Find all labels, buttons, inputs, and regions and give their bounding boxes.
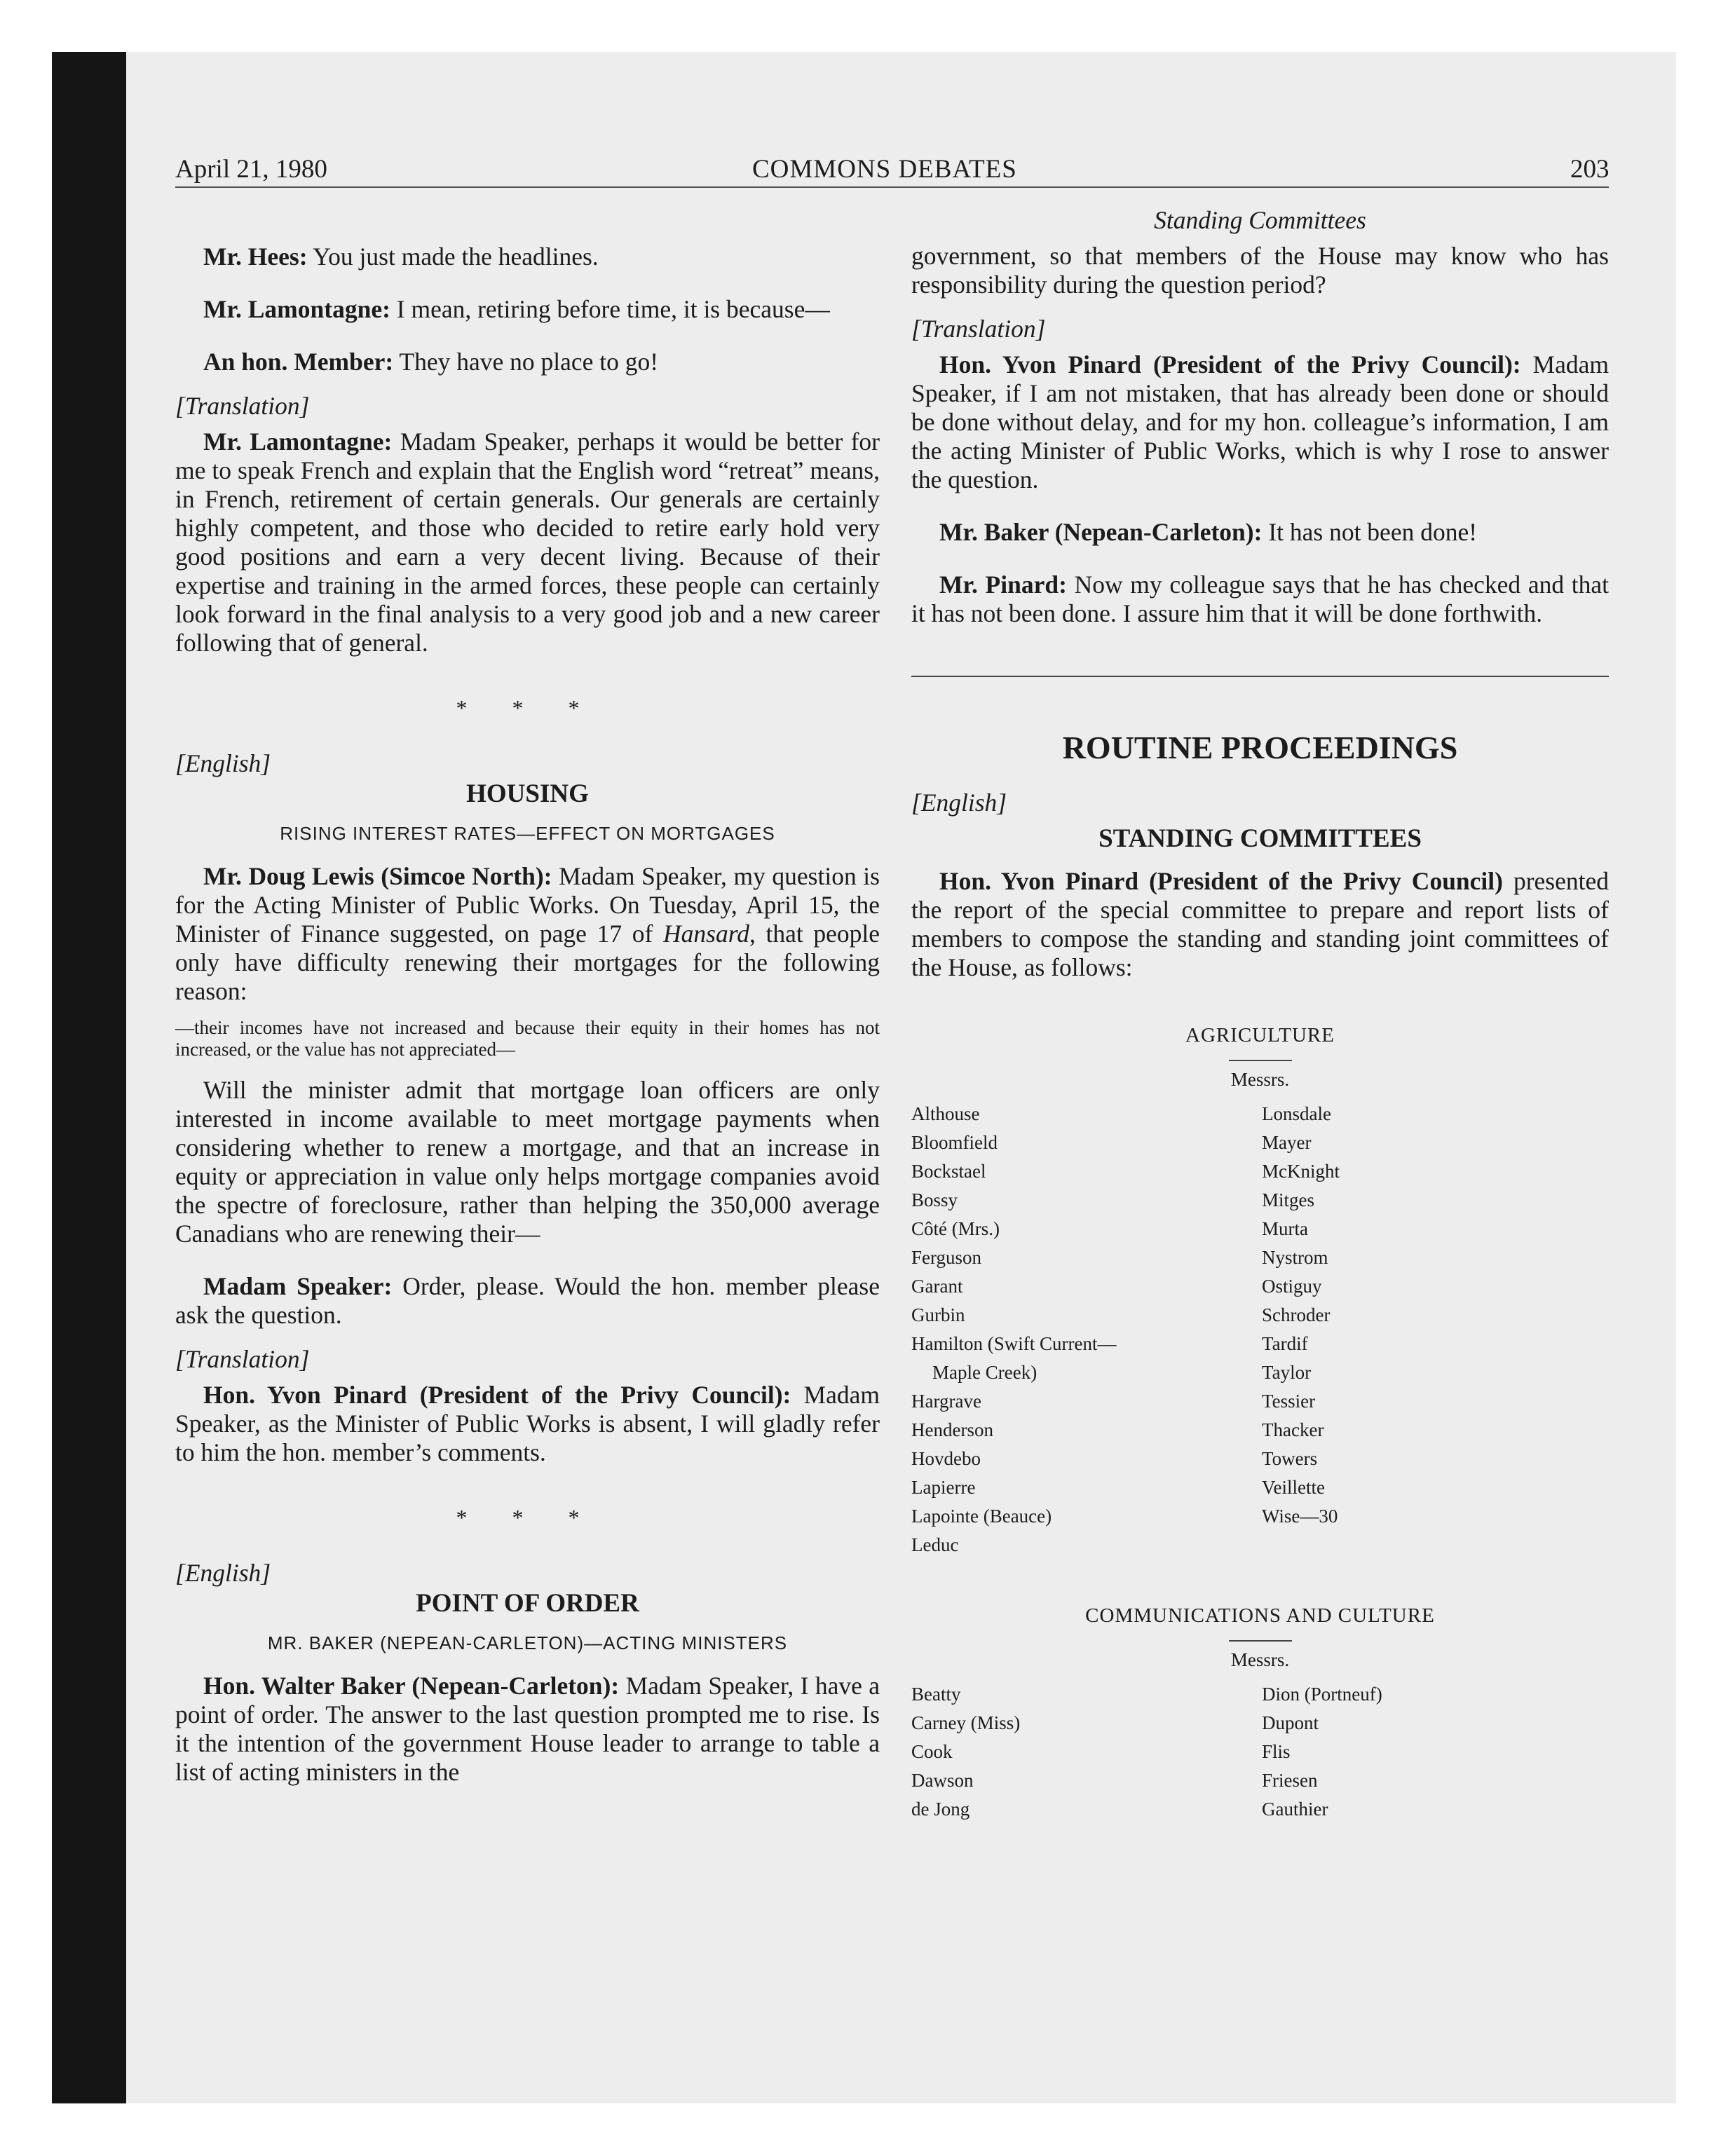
communications-members-right (1262, 1680, 1609, 1824)
speech-pinard-1: Hon. Yvon Pinard (President of the Privy Council): Madam Speaker, as the Minister of Public Works is absent, I will gladly refer to him the hon. member’s comments. (175, 1381, 880, 1466)
speech-baker-continued: government, so that members of the House may know who has responsibility during the question period? (911, 242, 1609, 299)
speech-doug-lewis: Mr. Doug Lewis (Simcoe North): Madam Speaker, my question is for the Acting Minister of Public Works. On Tuesday, April 15, the Minister of Finance suggested, on page 17 of Hansard, that people only have difficulty renewing their mortgages for the following reason: (175, 862, 880, 1005)
point-of-order-heading: POINT OF ORDER (416, 1589, 639, 1618)
member-name: Gurbin (911, 1304, 965, 1325)
member-name: Bossy (911, 1189, 958, 1210)
member-name: Tessier (1262, 1391, 1316, 1412)
member-name: Veillette (1262, 1477, 1325, 1498)
header-rule (175, 186, 1609, 188)
communications-committee-title: COMMUNICATIONS AND CULTURE (1085, 1604, 1435, 1627)
agriculture-committee-title: AGRICULTURE (1185, 1024, 1335, 1046)
right-column (911, 203, 1609, 1824)
left-column (175, 203, 880, 1787)
member-name: Lapierre (911, 1477, 976, 1498)
speech-pinard-2: Hon. Yvon Pinard (President of the Privy Council): Madam Speaker, if I am not mistaken, that has already been done or should be done without delay, and for my hon. colleague’s information, I am the acting Minister of Public Works, which is why I rose to answer the question. (911, 350, 1609, 493)
english-note-1: [English] (175, 749, 271, 777)
member-name: Bloomfield (911, 1132, 998, 1153)
communications-messrs: Messrs. (1230, 1649, 1290, 1670)
member-name: Hamilton (Swift Current— (911, 1333, 1117, 1354)
agriculture-members-left (911, 1100, 1262, 1560)
speech-pinard-3: Mr. Pinard: Now my colleague says that he has checked and that it has not been done. I assure him that it will be done forthwith. (911, 571, 1609, 627)
member-name: Hargrave (911, 1391, 981, 1412)
member-name: McKnight (1262, 1161, 1340, 1182)
standing-committees-heading: STANDING COMMITTEES (1098, 824, 1422, 853)
member-name: Mitges (1262, 1189, 1315, 1210)
member-name: Cook (911, 1741, 953, 1762)
member-name: Bockstael (911, 1161, 986, 1182)
speech-hees: Mr. Hees: You just made the headlines. (203, 243, 599, 271)
hansard-quote: —their incomes have not increased and because their equity in their homes has not increased, or the value has not appreciated— (175, 1017, 880, 1060)
member-name: Friesen (1262, 1770, 1318, 1791)
member-name: Dupont (1262, 1712, 1319, 1733)
member-name: Ferguson (911, 1247, 982, 1268)
header-date: April 21, 1980 (175, 155, 327, 184)
translation-note-right: [Translation] (911, 315, 1046, 343)
member-name: Schroder (1262, 1304, 1331, 1325)
member-name: de Jong (911, 1799, 970, 1820)
agriculture-members-right (1262, 1100, 1609, 1560)
section-rule (911, 676, 1609, 677)
point-of-order-subheading: MR. BAKER (NEPEAN-CARLETON)—ACTING MINISTERS (267, 1632, 788, 1653)
book-spine-shadow (52, 52, 126, 2103)
communications-title-rule (1229, 1640, 1292, 1642)
speech-lamontagne-2: Mr. Lamontagne: Madam Speaker, perhaps it would be better for me to speak French and explain that the English word “retreat” means, in French, retirement of certain generals. Our generals are certainly highly competent, and those who decided to retire early hold very good positions and earn a very decent living. Because of their expertise and training in the armed forces, these people can certainly look forward in the final analysis to a very good job and a new career following that of general. (175, 428, 880, 657)
translation-note-1: [Translation] (175, 392, 310, 420)
housing-subheading: RISING INTEREST RATES—EFFECT ON MORTGAGES (280, 823, 775, 844)
agriculture-title-rule (1229, 1060, 1292, 1061)
header-title: COMMONS DEBATES (752, 155, 1017, 184)
running-head: Standing Committees (1154, 206, 1366, 234)
agriculture-member-list (911, 1100, 1609, 1560)
speech-walter-baker: Hon. Walter Baker (Nepean-Carleton): Madam Speaker, I have a point of order. The answer to the last question prompted me to rise. Is it the intention of the government House leader to arrange to table a list of acting ministers in the (175, 1672, 880, 1786)
member-name: Lonsdale (1262, 1103, 1331, 1124)
member-name: Lapointe (Beauce) (911, 1506, 1052, 1527)
member-name: Côté (Mrs.) (911, 1218, 1000, 1239)
member-name: Leduc (911, 1534, 959, 1555)
speech-baker-2: Mr. Baker (Nepean-Carleton): It has not been done! (939, 518, 1478, 546)
member-name: Tardif (1262, 1333, 1308, 1354)
member-name: Dawson (911, 1770, 974, 1791)
section-separator-stars: * * * (456, 695, 599, 721)
speech-pinard-report: Hon. Yvon Pinard (President of the Privy Council) presented the report of the special committee to prepare and report lists of members to compose the standing and standing joint committees of the House, as follows: (911, 867, 1609, 981)
member-name: Taylor (1262, 1362, 1312, 1383)
member-name: Flis (1262, 1741, 1291, 1762)
member-name: Henderson (911, 1419, 993, 1440)
member-name: Thacker (1262, 1419, 1324, 1440)
agriculture-messrs: Messrs. (1230, 1069, 1290, 1090)
speech-doug-lewis-continued: Will the minister admit that mortgage loan officers are only interested in income available to meet mortgage payments when considering whether to renew a mortgage, and that an increase in equity or appreciation in value only helps mortgage companies avoid the spectre of foreclosure, rather than helping the 350,000 average Canadians who are renewing their— (175, 1076, 880, 1248)
header-page-number: 203 (1570, 155, 1610, 184)
speech-madam-speaker: Madam Speaker: Order, please. Would the hon. member please ask the question. (175, 1272, 880, 1329)
english-note-right: [English] (911, 789, 1007, 817)
communications-members-left (911, 1680, 1262, 1824)
housing-heading: HOUSING (466, 779, 589, 808)
member-name: Beatty (911, 1684, 961, 1705)
member-name: Towers (1262, 1448, 1318, 1469)
speech-lamontagne-1: Mr. Lamontagne: I mean, retiring before time, it is because— (203, 295, 830, 323)
section-separator-stars-2: * * * (456, 1505, 599, 1530)
member-name: Gauthier (1262, 1799, 1328, 1820)
routine-proceedings-heading: ROUTINE PROCEEDINGS (1062, 730, 1458, 765)
speech-hon-member: An hon. Member: They have no place to go! (203, 348, 659, 376)
member-name-continued: Maple Creek) (932, 1362, 1037, 1383)
member-name: Nystrom (1262, 1247, 1328, 1268)
english-note-2: [English] (175, 1559, 271, 1587)
communications-member-list (911, 1680, 1609, 1824)
member-name: Murta (1262, 1218, 1308, 1239)
member-name: Carney (Miss) (911, 1712, 1021, 1733)
member-name: Wise—30 (1262, 1506, 1338, 1527)
translation-note-2: [Translation] (175, 1345, 310, 1373)
member-name: Hovdebo (911, 1448, 981, 1469)
member-name: Dion (Portneuf) (1262, 1684, 1382, 1705)
member-name: Ostiguy (1262, 1276, 1322, 1297)
member-name: Garant (911, 1276, 963, 1297)
member-name: Althouse (911, 1103, 980, 1124)
member-name: Mayer (1262, 1132, 1312, 1153)
